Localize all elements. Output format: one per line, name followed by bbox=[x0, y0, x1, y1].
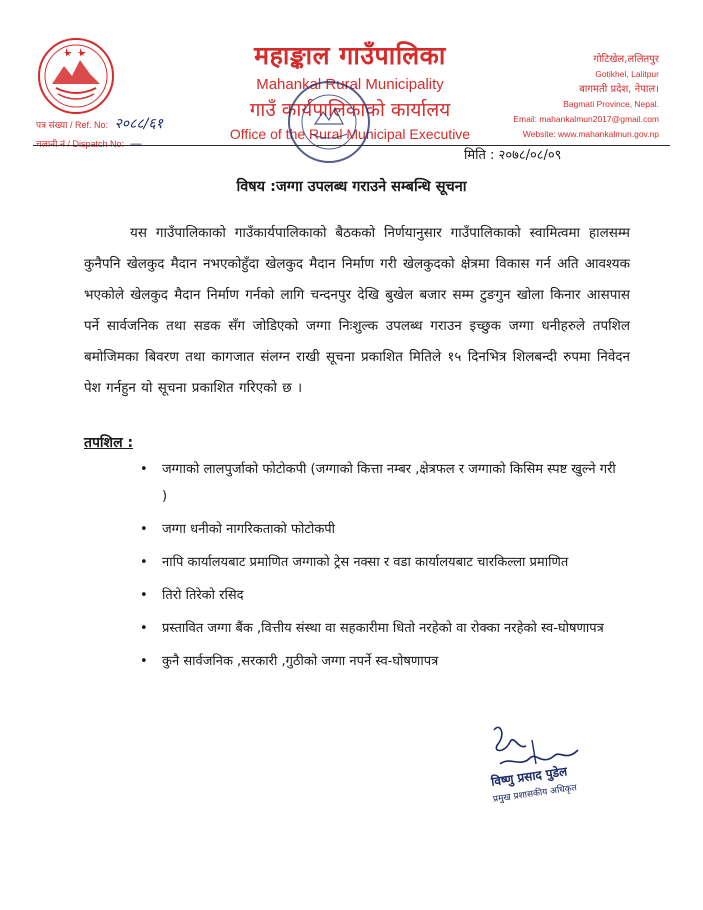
municipality-name-nepali: महाङ्काल गाउँपालिका bbox=[254, 41, 446, 70]
list-item bbox=[140, 582, 620, 609]
bullet-icon: • bbox=[140, 621, 148, 636]
nepal-emblem-logo bbox=[36, 36, 116, 116]
notice-body-text: यस गाउँपालिकाको गाउँकार्यपालिकाको बैठकको निर्णयानुसार गाउँपालिकाको स्वामित्वमा हालसम्म कुनैपनि खेलकुद मैदान नभएकोहुँदा खेलकुद मैदान निर्माण गरी खेलकुदको क्षेत्रमा विकास गर्न अति आवश्यक भएकोले खेलकुद मैदान निर्माण गर्नको लागि चन्दनपुर देखि बुखेल बजार सम्म टुङगुन खोला किनार आसपास पर्ने सार्वजनिक तथा सडक सँग जोडिएको जग्गा निःशुल्क उपलब्ध गराउन इच्छुक जग्गा धनीहरुले तपशिल बमोजिमका बिवरण तथा कागजात संलग्न राखी सूचना प्रकाशित मितिले १५ दिनभित्र शिलबन्दी रुपमा निवेदन पेश गर्नहुन यो सूचना प्रकाशित गरिएको छ । bbox=[84, 225, 630, 396]
list-item bbox=[140, 549, 620, 576]
list-item-text: जग्गाको लालपुर्जाको फोटोकपी (जग्गाको कित्ता नम्बर ,क्षेत्रफल र जग्गाको किसिम स्पष्ट खुल्ने गरी ) bbox=[162, 462, 616, 504]
date-value: २०७८/०८/०९ bbox=[498, 148, 562, 163]
list-item-text: कुनै सार्वजनिक ,सरकारी ,गुठीको जग्गा नपर्ने स्व-घोषणापत्र bbox=[162, 654, 439, 669]
email-line: Email: mahankalmun2017@gmail.com bbox=[513, 114, 659, 124]
bullet-icon: • bbox=[140, 588, 148, 603]
address-nepali: गोटिखेल,ललितपुर bbox=[593, 54, 659, 65]
list-item bbox=[140, 516, 620, 543]
letterhead-address-block bbox=[439, 52, 659, 142]
list-item bbox=[140, 615, 620, 642]
list-item bbox=[140, 456, 620, 510]
office-name-english: Office of the Rural Municipal Executive bbox=[229, 126, 471, 142]
notice-body-paragraph bbox=[84, 218, 630, 404]
header-divider bbox=[33, 145, 670, 146]
ref-label: पत्र संख्या / Ref. No: bbox=[36, 120, 108, 130]
municipality-name-english: Mahankal Rural Municipality bbox=[256, 76, 444, 93]
signer-name: विष्णु प्रसाद पुडेल bbox=[490, 764, 568, 789]
list-item-text: तिरो तिरेको रसिद bbox=[162, 588, 244, 603]
dispatch-value: — bbox=[130, 138, 142, 150]
reference-block bbox=[36, 115, 163, 154]
website-line: Website: www.mahankalmun.gov.np bbox=[522, 129, 659, 139]
province-english: Bagmati Province, Nepal. bbox=[563, 99, 659, 109]
address-english: Gotikhel, Lalitpur bbox=[595, 69, 659, 79]
official-stamp bbox=[285, 78, 373, 166]
bullet-icon: • bbox=[140, 462, 148, 477]
bullet-icon: • bbox=[140, 654, 148, 669]
bullet-icon: • bbox=[140, 522, 148, 537]
province-nepali: बागमती प्रदेश, नेपाल। bbox=[579, 84, 659, 95]
list-item-text: नापि कार्यालयबाट प्रमाणित जग्गाको ट्रेस नक्सा र वडा कार्यालयबाट चारकिल्ला प्रमाणित bbox=[162, 555, 569, 570]
ref-line bbox=[36, 115, 163, 135]
list-item-text: जग्गा धनीको नागरिकताको फोटोकपी bbox=[162, 522, 336, 537]
dispatch-label: चलानी नं / Dispatch No: bbox=[36, 139, 124, 149]
bullet-icon: • bbox=[140, 555, 148, 570]
list-item bbox=[140, 648, 620, 675]
signer-title: प्रमुख प्रशासकीय अधिकृत bbox=[492, 783, 578, 805]
ref-number-handwritten: २०८८/६१ bbox=[114, 116, 163, 132]
required-documents-list bbox=[140, 456, 620, 681]
date-label: मिति : bbox=[464, 148, 495, 163]
details-heading: तपशिल : bbox=[84, 435, 134, 451]
list-item-text: प्रस्तावित जग्गा बैंक ,वित्तीय संस्था वा सहकारीमा धितो नरहेको वा रोक्का नरहेको स्व-घोषणापत्र bbox=[162, 621, 604, 636]
date-line bbox=[464, 145, 561, 163]
office-name-nepali: गाउँ कार्यपालिकाको कार्यालय bbox=[249, 99, 451, 121]
subject-heading: विषय :जग्गा उपलब्ध गराउने सम्बन्धि सूचना bbox=[236, 179, 467, 195]
